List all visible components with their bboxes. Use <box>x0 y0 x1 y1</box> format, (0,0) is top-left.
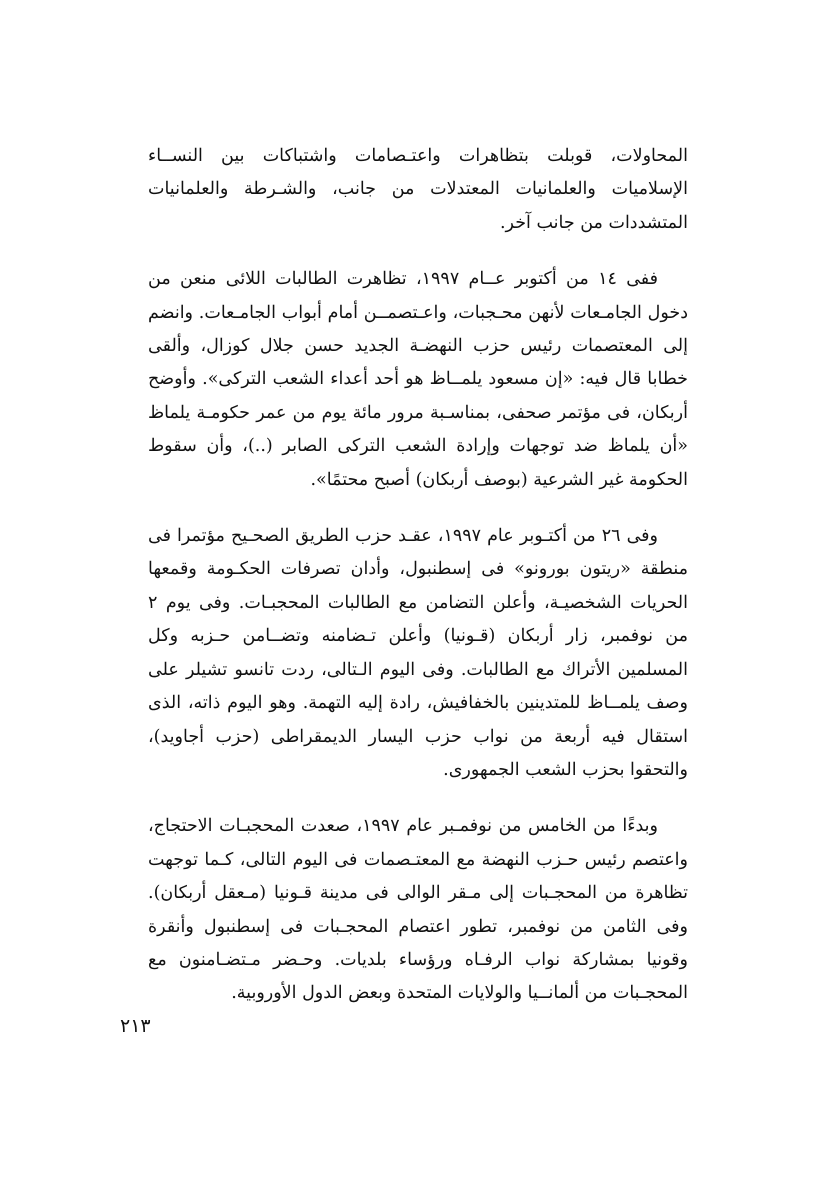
paragraph-2: ففى ١٤ من أكتوبر عــام ١٩٩٧، تظاهرت الطالبات اللائى منعن من دخول الجامـعات لأنهن محـجبات، واعـتصمــن أمام أبواب الجامـعات. وانضم إلى المعتصمات رئيس حزب النهضـة الجديد حسن جلال كوزال، وألقى خطابا قال فيه: «إن مسعود يلمــاظ هو أحد أعداء الشعب التركى». وأوضح أربكان، فى مؤتمر صحفى، بمناسـبة مرور مائة يوم من عمر حكومـة يلماظ «أن يلماظ ضد توجهات وإرادة الشعب التركى الصابر (..)، وأن سقوط الحكومة غير الشرعية (بوصف أربكان) أصبح محتمًا». <box>148 269 688 490</box>
paragraph-1: المحاولات، قوبلت بتظاهرات واعتـصامات واشتباكات بين النســاء الإسلاميات والعلمانيات المعتدلات من جانب، والشـرطة والعلمانيات المتشددات من جانب آخر. <box>148 146 688 233</box>
paragraph-3: وفى ٢٦ من أكتـوبر عام ١٩٩٧، عقـد حزب الطريق الصحـيح مؤتمرا فى منطقة «ريتون بورونو» فى إسطنبول، وأدان تصرفات الحكـومة وقمعها الحريات الشخصيـة، وأعلن التضامن مع الطالبات المحجبـات. وفى يوم ٢ من نوفمبر، زار أربكان (قـونيا) وأعلن تـضامنه وتضــامن حـزبه وكل المسلمين الأتراك مع الطالبات. وفى اليوم الـتالى، ردت تانسو تشيلر على وصف يلمــاظ للمتدينين بالخفافيش، رادة إليه التهمة. وهو اليوم ذاته، الذى استقال فيه أربعة من نواب حزب اليسار الديمقراطى (حزب أجاويد)، والتحقوا بحزب الشعب الجمهورى. <box>148 526 688 780</box>
body-text <box>148 140 688 1034</box>
paragraph-4: وبدءًا من الخامس من نوفمـبر عام ١٩٩٧، صعدت المحجبـات الاحتجاج، واعتصم رئيس حـزب النهضة مع المعتـصمات فى اليوم التالى، كـما توجهت تظاهرة من المحجـبات إلى مـقر الوالى فى مدينة قـونيا (مـعقل أربكان). وفى الثامن من نوفمبر، تطور اعتصام المحجـبات فى إسطنبول وأنقرة وقونيا بمشاركة نواب الرفـاه ورؤساء بلديات. وحـضر مـتضـامنون مع المحجـبات من ألمانــيا والولايات المتحدة وبعض الدول الأوروبية. <box>148 816 688 1004</box>
page-number: ٢١٣ <box>120 1015 151 1037</box>
